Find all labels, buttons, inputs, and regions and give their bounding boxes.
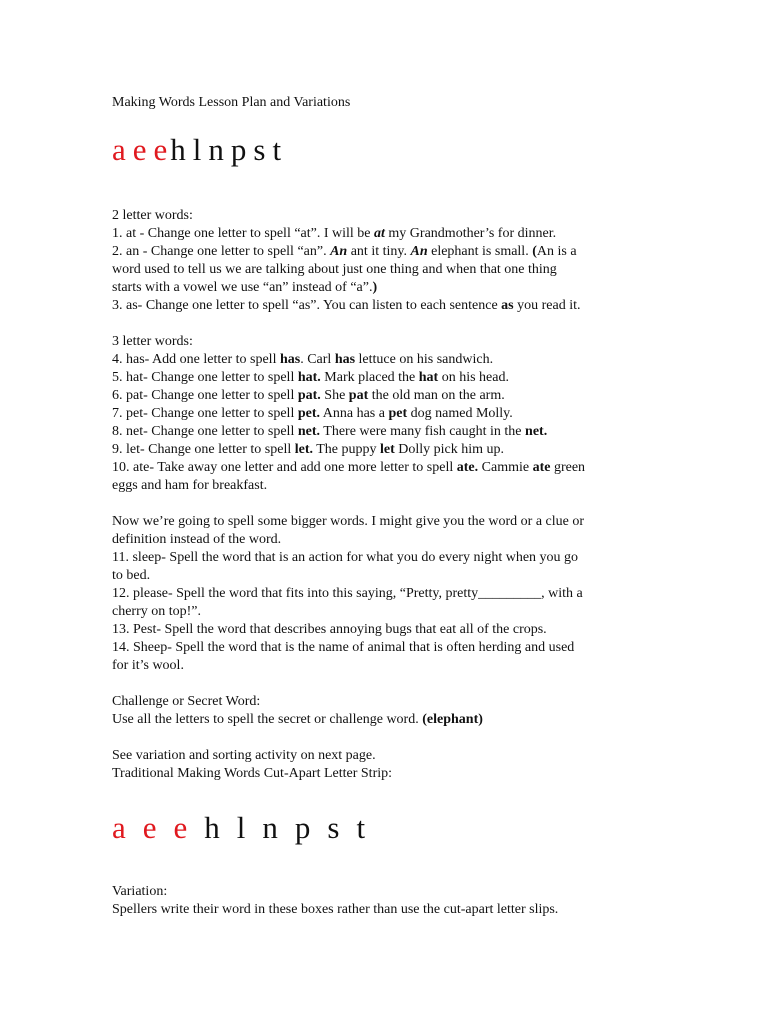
letter-consonant: p bbox=[294, 810, 311, 845]
list-item-wrap: starts with a vowel we use “an” instead of “a”.) bbox=[112, 280, 378, 295]
letter-set-large bbox=[112, 132, 288, 168]
letter-consonant: h bbox=[204, 810, 220, 845]
list-item: 9. let- Change one letter to spell let. The puppy let Dolly pick him up. bbox=[112, 442, 505, 457]
letter-consonant: n bbox=[262, 810, 278, 845]
list-item-wrap: for it’s wool. bbox=[112, 658, 184, 673]
list-item-wrap: word used to tell us we are talking about just one thing and when that one thing bbox=[112, 262, 557, 277]
list-item: 11. sleep- Spell the word that is an action for what you do every night when you go bbox=[112, 550, 579, 565]
letter-consonant: l bbox=[236, 810, 246, 845]
letter-vowel: a bbox=[112, 810, 126, 845]
list-item: 7. pet- Change one letter to spell pet. Anna has a pet dog named Molly. bbox=[112, 406, 513, 421]
list-item: 6. pat- Change one letter to spell pat. She pat the old man on the arm. bbox=[112, 388, 505, 403]
letter-consonant: l bbox=[192, 132, 203, 167]
paragraph: Use all the letters to spell the secret or challenge word. (elephant) bbox=[112, 712, 483, 727]
paragraph: Now we’re going to spell some bigger words. I might give you the word or a clue or bbox=[112, 514, 585, 529]
letter-consonant: s bbox=[253, 132, 267, 167]
letter-strip bbox=[112, 810, 382, 846]
list-item: 14. Sheep- Spell the word that is the name of animal that is often herding and used bbox=[112, 640, 575, 655]
letter-consonant: t bbox=[356, 810, 366, 845]
list-item-wrap: cherry on top!”. bbox=[112, 604, 202, 619]
letter-vowel: e bbox=[173, 810, 188, 845]
section-heading-two-letter: 2 letter words: bbox=[112, 208, 193, 223]
list-item: 12. please- Spell the word that fits into this saying, “Pretty, pretty_________, with a bbox=[112, 586, 583, 601]
section-heading-three-letter: 3 letter words: bbox=[112, 334, 193, 349]
list-item: 4. has- Add one letter to spell has. Carl has lettuce on his sandwich. bbox=[112, 352, 494, 367]
letter-consonant: n bbox=[208, 132, 225, 167]
section-heading-variation: Variation: bbox=[112, 884, 168, 899]
letter-consonant: t bbox=[272, 132, 283, 167]
list-item: 5. hat- Change one letter to spell hat. Mark placed the hat on his head. bbox=[112, 370, 509, 385]
paragraph: definition instead of the word. bbox=[112, 532, 282, 547]
list-item: 1. at - Change one letter to spell “at”. I will be at my Grandmother’s for dinner. bbox=[112, 226, 557, 241]
paragraph: Spellers write their word in these boxes rather than use the cut-apart letter slips. bbox=[112, 902, 559, 917]
paragraph: See variation and sorting activity on next page. bbox=[112, 748, 376, 763]
list-item-wrap: to bed. bbox=[112, 568, 151, 583]
letter-vowel: e bbox=[142, 810, 157, 845]
list-item: 2. an - Change one letter to spell “an”. An ant it tiny. An elephant is small. (An is a bbox=[112, 244, 577, 259]
letter-consonant: s bbox=[327, 810, 340, 845]
letter-vowel: e bbox=[132, 132, 148, 167]
page-title: Making Words Lesson Plan and Variations bbox=[112, 95, 351, 110]
letter-vowel: e bbox=[153, 132, 169, 167]
list-item-wrap: eggs and ham for breakfast. bbox=[112, 478, 268, 493]
list-item: 8. net- Change one letter to spell net. There were many fish caught in the net. bbox=[112, 424, 548, 439]
letter-consonant: p bbox=[230, 132, 248, 167]
list-item: 10. ate- Take away one letter and add one more letter to spell ate. Cammie ate green bbox=[112, 460, 586, 475]
letter-consonant: h bbox=[170, 132, 187, 167]
letter-vowel: a bbox=[112, 132, 127, 167]
list-item: 13. Pest- Spell the word that describes annoying bugs that eat all of the crops. bbox=[112, 622, 547, 637]
paragraph: Traditional Making Words Cut-Apart Letter Strip: bbox=[112, 766, 393, 781]
section-heading-challenge: Challenge or Secret Word: bbox=[112, 694, 261, 709]
list-item: 3. as- Change one letter to spell “as”. You can listen to each sentence as you read it. bbox=[112, 298, 581, 313]
